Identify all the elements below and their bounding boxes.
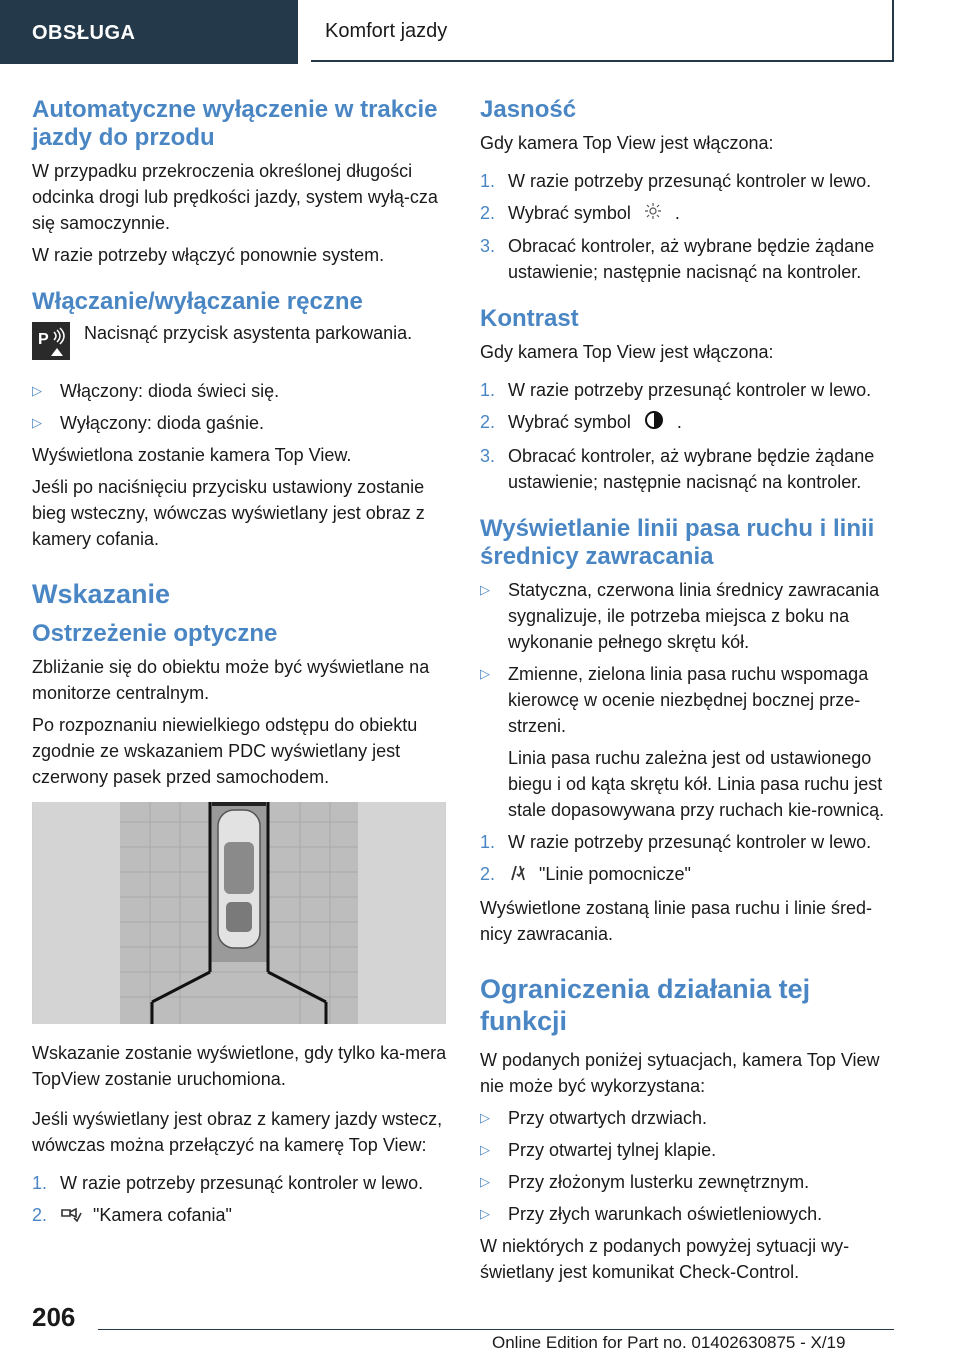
list-item: ▷ Przy złych warunkach oświetleniowych. (480, 1203, 823, 1224)
park-button-row (32, 322, 450, 360)
list-item: 2. Wybrać symbol . (480, 409, 898, 437)
para: Po rozpoznaniu niewielkiego odstępu do obiektu zgodnie ze wskazaniem PDC wyświetlany jest czerwony pasek przed samochodem. (32, 715, 418, 787)
list-item: 3. Obracać kontroler, aż wybrane będzie żądane ustawienie; następnie nacisnąć na kontroler. (480, 236, 875, 283)
heading-manual: Włączanie/wyłączanie ręczne (32, 288, 363, 315)
para: Gdy kamera Top View jest włączona: (480, 133, 774, 153)
left-column (32, 96, 450, 1235)
para: Gdy kamera Top View jest włączona: (480, 342, 774, 363)
list-item: ▷ Włączony: dioda świeci się. (32, 381, 280, 401)
footer-edition: Online Edition for Part no. 01402630875 - X/19 (492, 1333, 846, 1352)
list-item: 1. W razie potrzeby przesunąć kontroler w lewo. (480, 171, 872, 191)
page-number: 206 (32, 1302, 76, 1332)
list-item: 2. Wybrać symbol . (480, 200, 898, 227)
topview-parking-image (32, 802, 446, 1024)
list-item: 1. W razie potrzeby przesunąć kontroler w lewo. (480, 380, 872, 401)
list-item: 2. "Linie pomocnicze" (480, 861, 898, 889)
park-assist-icon (32, 322, 70, 360)
para: W niektórych z podanych powyżej sytuacji wy-świetlany jest komunikat Check-Control. (480, 1235, 850, 1282)
para: W przypadku przekroczenia określonej długości odcinka drogi lub prędkości jazdy, system wyłą-cza się samoczynnie. (32, 161, 438, 233)
heading-ostrzezenie: Ostrzeżenie optyczne (32, 620, 278, 647)
brightness-icon (644, 201, 662, 227)
para: Linia pasa ruchu zależna jest od ustawionego biegu i od kąta skrętu kół. Linia pasa ruchu jest stale dopasowywana przy ruchach kie-rownicą. (508, 748, 885, 820)
para: W podanych poniżej sytuacjach, kamera Top View nie może być wykorzystana: (480, 1049, 880, 1096)
para: Zbliżanie się do obiektu może być wyświetlane na monitorze centralnym. (32, 657, 430, 703)
header-section: OBSŁUGA (32, 22, 136, 44)
list-item: ▷ Zmienne, zielona linia pasa ruchu wspomaga kierowcę w ocenie niezbędnej bocznej prze-strzeni. (480, 664, 869, 736)
guide-lines-icon (508, 862, 528, 889)
list-item: ▷ Przy otwartych drzwiach. (480, 1107, 708, 1128)
header-section-tab (0, 0, 298, 64)
heading-jasnosc: Jasność (480, 96, 577, 123)
image-caption: Wskazanie zostanie wyświetlone, gdy tylko ka-mera TopView zostanie uruchomiona. (32, 1043, 447, 1089)
heading-auto-off: Automatyczne wyłączenie w trakcie jazdy do przodu (32, 96, 438, 151)
para: Wyświetlona zostanie kamera Top View. (32, 445, 352, 465)
para: W razie potrzeby włączyć ponownie system. (32, 245, 385, 265)
list-item: ▷ Statyczna, czerwona linia średnicy zawracania sygnalizuje, ile potrzeba miejsca z boku na wykonanie pełnego skrętu kół. (480, 580, 880, 652)
para: Wyświetlone zostaną linie pasa ruchu i linie śred-nicy zawracania. (480, 897, 873, 944)
list-item: 1. W razie potrzeby przesunąć kontroler w lewo. (32, 1173, 424, 1193)
para: Nacisnąć przycisk asystenta parkowania. (84, 323, 413, 343)
list-item: 3. Obracać kontroler, aż wybrane będzie żądane ustawienie; następnie nacisnąć na kontroler. (480, 446, 875, 492)
para: Jeśli wyświetlany jest obraz z kamery jazdy wstecz, wówczas można przełączyć na kamerę Top View: (32, 1109, 443, 1155)
header-chapter: Komfort jazdy (325, 20, 448, 42)
right-column (480, 96, 898, 1291)
heading-linie: Wyświetlanie linii pasa ruchu i linii średnicy zawracania (480, 515, 875, 570)
list-item: ▷ Przy złożonym lusterku zewnętrznym. (480, 1171, 810, 1192)
rear-camera-icon (60, 1203, 82, 1229)
svg-text:P: P (38, 331, 49, 348)
list-item: ▷ Przy otwartej tylnej klapie. (480, 1139, 717, 1160)
list-item: 2. "Kamera cofania" (32, 1202, 450, 1229)
heading-ograniczenia: Ograniczenia działania tej funkcji (480, 973, 811, 1036)
contrast-icon (644, 410, 664, 437)
heading-kontrast: Kontrast (480, 305, 579, 333)
footer-divider (98, 1329, 894, 1330)
heading-wskazanie: Wskazanie (32, 579, 171, 609)
header-chapter-box (311, 0, 894, 62)
para: Jeśli po naciśnięciu przycisku ustawiony zostanie bieg wsteczny, wówczas wyświetlany jest obraz z kamery cofania. (32, 477, 425, 549)
list-item: ▷ Wyłączony: dioda gaśnie. (32, 413, 264, 433)
list-item: 1. W razie potrzeby przesunąć kontroler w lewo. (480, 832, 872, 852)
